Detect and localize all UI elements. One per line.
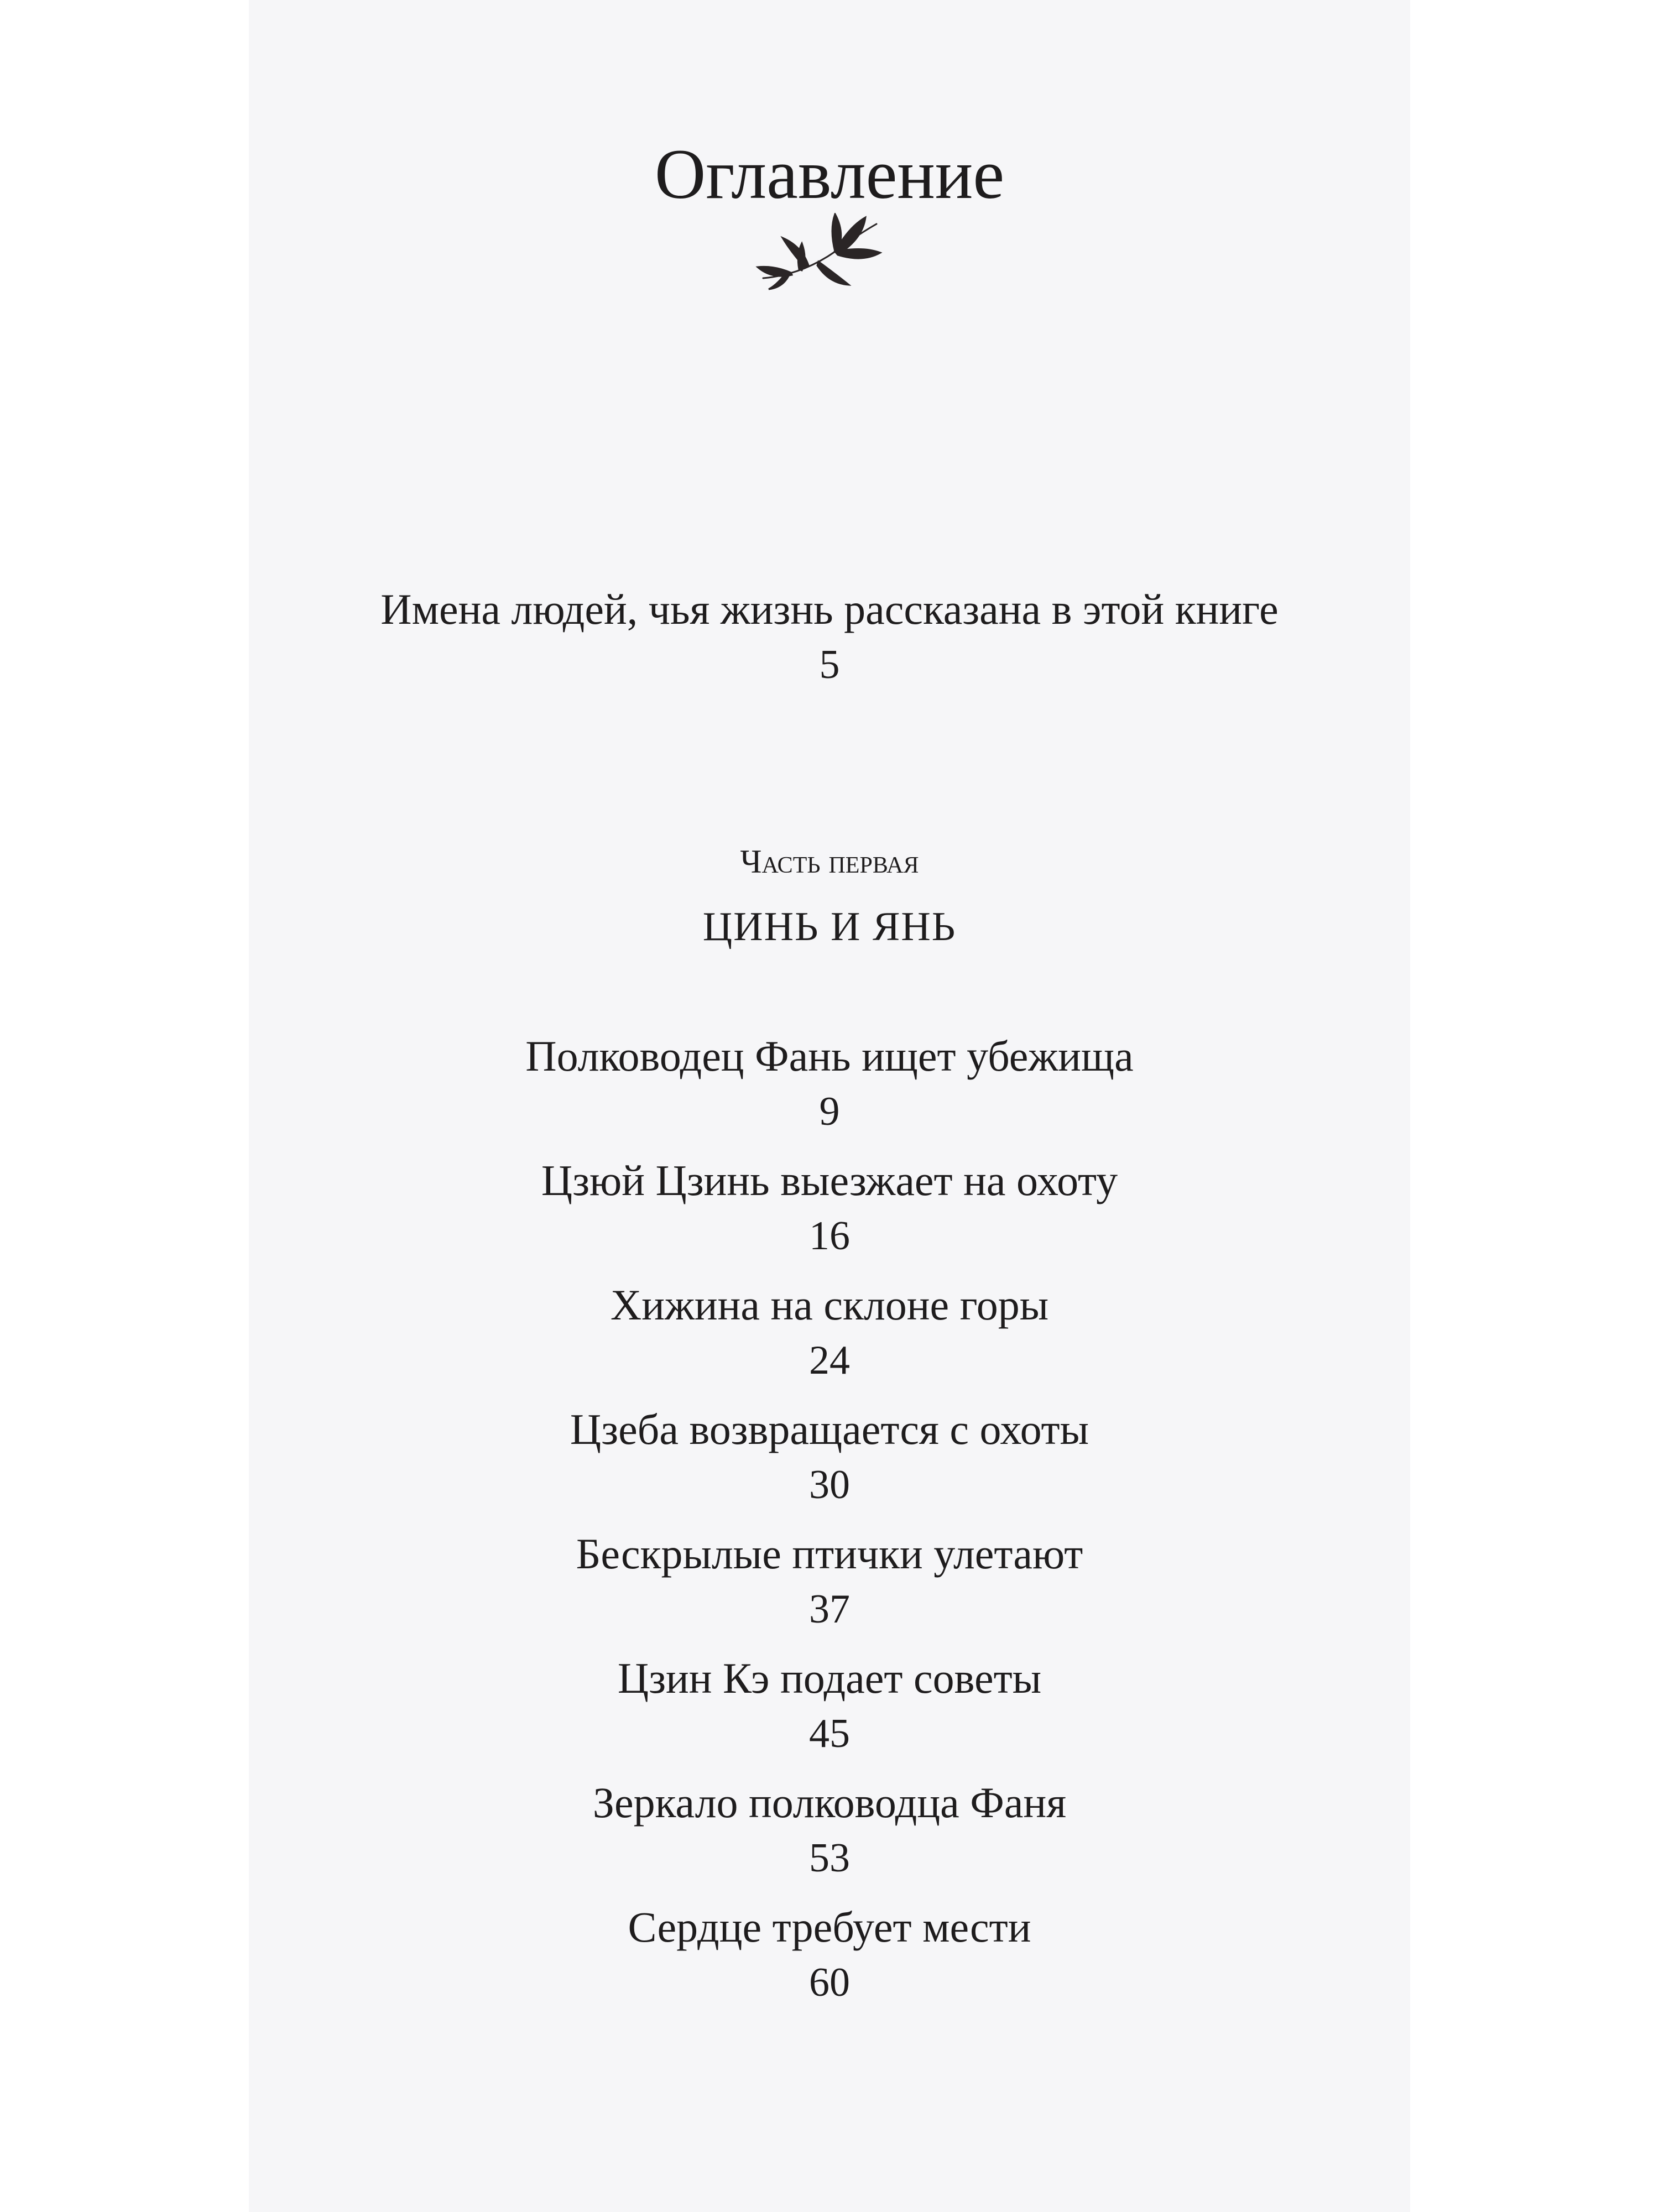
toc-entry-title: Сердце требует мести [628,1903,1031,1951]
toc-entry-title: Цзеба возвращается с охоты [570,1405,1089,1453]
toc-entry-page: 30 [809,1462,850,1507]
toc-entry-title: Полководец Фань ищет убежища [525,1032,1134,1080]
toc-entry-title: Имена людей, чья жизнь рассказана в этой книге [380,585,1279,633]
toc-entry-page: 9 [819,1089,840,1134]
toc-entry-title: Цзюй Цзинь выезжает на охоту [541,1156,1118,1204]
part-label: Часть первая [740,843,919,880]
toc-entry-title: Зеркало полководца Фаня [592,1778,1067,1827]
toc-entry-page: 37 [809,1587,850,1632]
toc-entry-page: 5 [819,642,840,687]
toc-entry-title: Хижина на склоне горы [610,1281,1049,1329]
toc-entry-page: 24 [809,1338,850,1383]
page-title: Оглавление [654,135,1005,213]
part-title: ЦИНЬ И ЯНЬ [702,904,957,950]
toc-entry-page: 60 [809,1960,850,2005]
toc-entry-page: 16 [809,1213,850,1259]
toc-entry-title: Цзин Кэ подает советы [617,1654,1042,1702]
leaf-branch-icon [752,213,885,290]
toc-entry-page: 53 [809,1835,850,1881]
toc-entry-title: Бескрылые птички улетают [576,1530,1083,1578]
toc-entry-page: 45 [809,1711,850,1756]
